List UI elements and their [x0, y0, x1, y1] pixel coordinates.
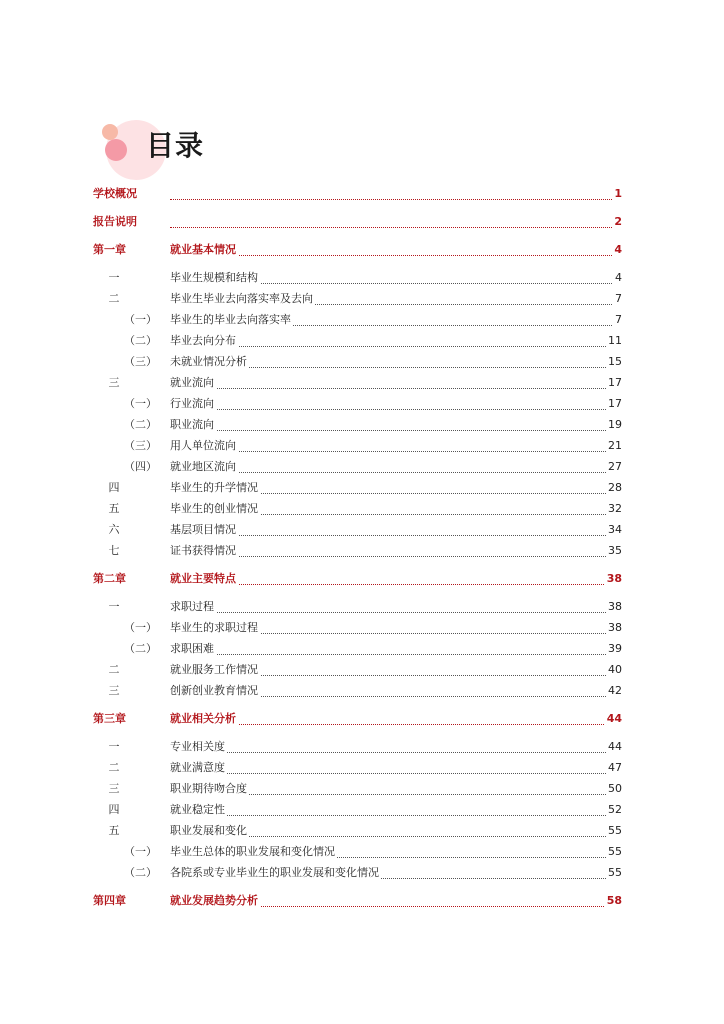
toc-number: 四: [108, 481, 120, 494]
toc-label: 求职困难: [170, 642, 214, 655]
toc-number: 三: [108, 782, 120, 795]
toc-page-number: 1: [614, 187, 622, 200]
toc-label: 毕业生的毕业去向落实率: [170, 313, 291, 326]
toc-chapter-row[interactable]: [0, 893, 724, 909]
toc-entry-row[interactable]: [0, 354, 724, 370]
toc-entry-row[interactable]: [0, 291, 724, 307]
toc-page-number: 7: [615, 292, 622, 305]
toc-page-number: 7: [615, 313, 622, 326]
toc-label: 证书获得情况: [170, 544, 236, 557]
toc-label: 毕业生毕业去向落实率及去向: [170, 292, 313, 305]
toc-label: 就业发展趋势分析: [170, 894, 258, 907]
toc-number: 二: [108, 761, 120, 774]
toc-page-number: 28: [608, 481, 622, 494]
toc-entry-row[interactable]: [0, 662, 724, 678]
toc-entry-row[interactable]: [0, 333, 724, 349]
toc-page-number: 17: [608, 376, 622, 389]
toc-page-number: 15: [608, 355, 622, 368]
toc-leader-dots: [170, 225, 620, 228]
toc-leader-dots: [170, 813, 620, 816]
toc-number: 五: [108, 824, 120, 837]
toc-page-number: 39: [608, 642, 622, 655]
toc-entry-row[interactable]: [0, 760, 724, 776]
toc-entry-row[interactable]: [0, 599, 724, 615]
toc-number: 报告说明: [93, 215, 137, 228]
toc-number: （三）: [124, 439, 157, 452]
toc-leader-dots: [170, 428, 620, 431]
toc-leader-dots: [170, 750, 620, 753]
toc-label: 创新创业教育情况: [170, 684, 258, 697]
toc-number: 三: [108, 684, 120, 697]
toc-entry-row[interactable]: [0, 823, 724, 839]
toc-number: （二）: [124, 418, 157, 431]
toc-page-number: 47: [608, 761, 622, 774]
toc-entry-row[interactable]: [0, 312, 724, 328]
toc-entry-row[interactable]: [0, 375, 724, 391]
toc-number: 学校概况: [93, 187, 137, 200]
toc-number: （二）: [124, 334, 157, 347]
toc-number: 四: [108, 803, 120, 816]
toc-page-number: 44: [606, 712, 622, 725]
toc-label: 求职过程: [170, 600, 214, 613]
toc-entry-row[interactable]: [0, 844, 724, 860]
toc-page-number: 32: [608, 502, 622, 515]
toc-number: （四）: [124, 460, 157, 473]
toc-page-number: 21: [608, 439, 622, 452]
toc-label: 用人单位流向: [170, 439, 236, 452]
toc-chapter-row[interactable]: [0, 214, 724, 230]
toc-number: （一）: [124, 845, 157, 858]
toc-page-number: 34: [608, 523, 622, 536]
toc-leader-dots: [170, 197, 620, 200]
toc-number: 七: [108, 544, 120, 557]
toc-page-number: 42: [608, 684, 622, 697]
toc-label: 各院系或专业毕业生的职业发展和变化情况: [170, 866, 379, 879]
toc-label: 就业流向: [170, 376, 214, 389]
toc-label: 职业流向: [170, 418, 214, 431]
toc-entry-row[interactable]: [0, 396, 724, 412]
toc-number: 第四章: [93, 894, 126, 907]
toc-page-number: 17: [608, 397, 622, 410]
toc-page-number: 55: [608, 845, 622, 858]
toc-number: 第二章: [93, 572, 126, 585]
toc-entry-row[interactable]: [0, 683, 724, 699]
toc-label: 毕业生的升学情况: [170, 481, 258, 494]
toc-label: 就业相关分析: [170, 712, 236, 725]
toc-entry-row[interactable]: [0, 480, 724, 496]
toc-number: 一: [108, 271, 120, 284]
toc-chapter-row[interactable]: [0, 571, 724, 587]
toc-page-number: 50: [608, 782, 622, 795]
toc-number: 二: [108, 292, 120, 305]
toc-entry-row[interactable]: [0, 459, 724, 475]
toc-number: 五: [108, 502, 120, 515]
toc-number: 六: [108, 523, 120, 536]
toc-entry-row[interactable]: [0, 270, 724, 286]
toc-leader-dots: [170, 610, 620, 613]
toc-page-number: 40: [608, 663, 622, 676]
toc-entry-row[interactable]: [0, 739, 724, 755]
page-title: 目录: [146, 129, 205, 162]
toc-page-number: 2: [614, 215, 622, 228]
toc-page-number: 35: [608, 544, 622, 557]
toc-label: 就业服务工作情况: [170, 663, 258, 676]
toc-leader-dots: [170, 652, 620, 655]
toc-chapter-row[interactable]: [0, 186, 724, 202]
toc-number: 二: [108, 663, 120, 676]
toc-label: 毕业生规模和结构: [170, 271, 258, 284]
toc-number: 三: [108, 376, 120, 389]
toc-page-number: 38: [606, 572, 622, 585]
toc-page-number: 38: [608, 621, 622, 634]
toc-page-number: 52: [608, 803, 622, 816]
toc-number: （二）: [124, 642, 157, 655]
toc-entry-row[interactable]: [0, 865, 724, 881]
toc-label: 毕业去向分布: [170, 334, 236, 347]
toc-label: 毕业生的创业情况: [170, 502, 258, 515]
toc-label: 毕业生总体的职业发展和变化情况: [170, 845, 335, 858]
toc-page-number: 58: [606, 894, 622, 907]
toc-entry-row[interactable]: [0, 438, 724, 454]
toc-page-number: 55: [608, 866, 622, 879]
toc-entry-row[interactable]: [0, 417, 724, 433]
toc-chapter-row[interactable]: [0, 242, 724, 258]
toc-label: 就业主要特点: [170, 572, 236, 585]
toc-number: 第三章: [93, 712, 126, 725]
toc-page-number: 11: [608, 334, 622, 347]
toc-label: 就业稳定性: [170, 803, 225, 816]
toc-entry-row[interactable]: [0, 620, 724, 636]
toc-leader-dots: [170, 407, 620, 410]
toc-label: 专业相关度: [170, 740, 225, 753]
toc-entry-row[interactable]: [0, 522, 724, 538]
toc-label: 未就业情况分析: [170, 355, 247, 368]
toc-number: （一）: [124, 313, 157, 326]
toc-page-number: 19: [608, 418, 622, 431]
toc-page-number: 55: [608, 824, 622, 837]
toc-label: 基层项目情况: [170, 523, 236, 536]
toc-label: 职业发展和变化: [170, 824, 247, 837]
toc-number: （三）: [124, 355, 157, 368]
toc-label: 就业地区流向: [170, 460, 236, 473]
toc-entry-row[interactable]: [0, 781, 724, 797]
toc-chapter-row[interactable]: [0, 711, 724, 727]
toc-number: （一）: [124, 621, 157, 634]
toc-number: 一: [108, 740, 120, 753]
toc-page-number: 38: [608, 600, 622, 613]
toc-entry-row[interactable]: [0, 802, 724, 818]
toc-number: 一: [108, 600, 120, 613]
toc-entry-row[interactable]: [0, 501, 724, 517]
toc-leader-dots: [170, 771, 620, 774]
toc-page-number: 44: [608, 740, 622, 753]
toc-entry-row[interactable]: [0, 543, 724, 559]
toc-entry-row[interactable]: [0, 641, 724, 657]
toc-number: （二）: [124, 866, 157, 879]
toc-number: （一）: [124, 397, 157, 410]
toc-leader-dots: [170, 386, 620, 389]
toc-page-number: 27: [608, 460, 622, 473]
toc-label: 毕业生的求职过程: [170, 621, 258, 634]
toc-label: 职业期待吻合度: [170, 782, 247, 795]
toc-label: 行业流向: [170, 397, 214, 410]
toc-page-number: 4: [614, 243, 622, 256]
toc-number: 第一章: [93, 243, 126, 256]
toc-page-number: 4: [615, 271, 622, 284]
toc-label: 就业满意度: [170, 761, 225, 774]
toc-label: 就业基本情况: [170, 243, 236, 256]
